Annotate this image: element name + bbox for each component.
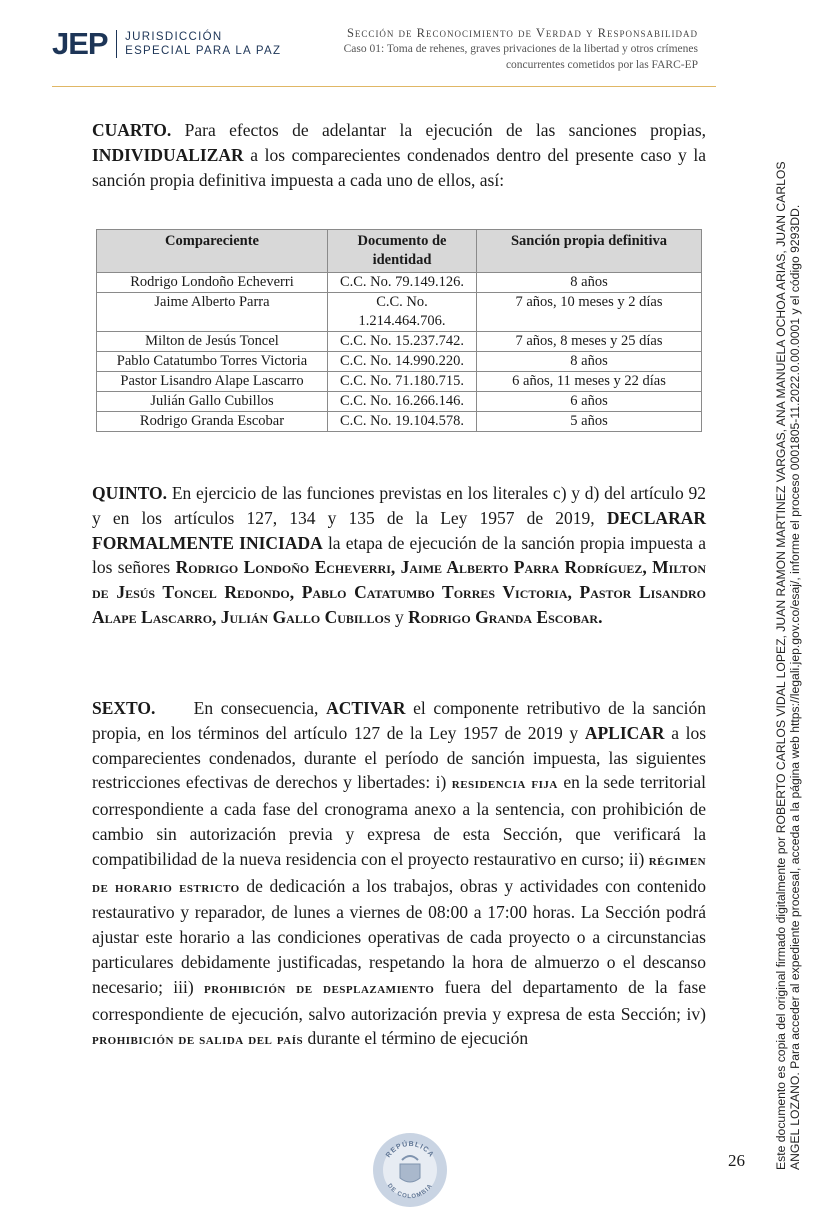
sexto-text-4: en la sede territorial correspondiente a cada fase del cronograma anexo a la sentencia, con prohibición de cambio sin autorización previa y expresa de esta Sección, que verificará la compatibilidad de la nueva residencia con el proyecto restaurativo en curso; ii) <box>92 772 706 869</box>
table-row <box>97 352 702 372</box>
cell-sanction: 8 años <box>477 273 702 293</box>
cell-name: Julián Gallo Cubillos <box>97 392 328 412</box>
cell-sanction: 8 años <box>477 352 702 372</box>
cell-sanction: 6 años <box>477 392 702 412</box>
cell-name: Jaime Alberto Parra <box>97 293 328 332</box>
section-title: Sección de Reconocimiento de Verdad y Responsabilidad <box>346 26 698 40</box>
cell-id: C.C. No. 79.149.126. <box>328 273 477 293</box>
cell-sanction: 7 años, 10 meses y 2 días <box>477 293 702 332</box>
quinto-bold-1: DECLARAR FORMALMENTE INICIADA <box>92 507 706 553</box>
sexto-smallcaps-3: prohibición de desplazamiento <box>203 979 435 997</box>
sexto-text-3: a los comparecientes condenados, durante el período de sanción impuesta, las siguientes restricciones efectivas de derechos y libertades: i) <box>92 722 707 793</box>
cell-name: Pablo Catatumbo Torres Victoria <box>97 352 328 372</box>
sexto-label: SEXTO. <box>92 698 156 718</box>
sexto-text-6: fuera del departamento de la fase correspondiente de ejecución, salvo autorización previa y expresa de esta Sección; iv) <box>92 976 707 1024</box>
cuarto-label: CUARTO. <box>92 120 172 140</box>
cuarto-text-2: a los comparecientes condenados dentro del presente caso y la sanción propia definitiva impuesta a cada uno de ellos, así: <box>92 144 707 190</box>
case-line-2: concurrentes cometidos por las FARC-EP <box>505 59 698 71</box>
sexto-smallcaps-2: régimen de horario estricto <box>92 851 707 896</box>
seal-text-bottom: DE COLOMBIA <box>385 1182 435 1201</box>
table-row <box>97 332 702 352</box>
logo-line-2: ESPECIAL PARA LA PAZ <box>125 45 282 57</box>
running-header <box>238 25 698 73</box>
sexto-text-2: el componente retributivo de la sanción propia, en los términos del artículo 127 de la Ley 1957 de 2019 y <box>92 698 707 743</box>
paragraph-cuarto <box>92 118 706 192</box>
cell-id: C.C. No. 71.180.715. <box>328 372 477 392</box>
cell-name: Rodrigo Granda Escobar <box>97 412 328 432</box>
table-row <box>97 392 702 412</box>
quinto-names-1: Rodrigo Londoño Echeverri, Jaime Alberto Parra Rodríguez, Milton de Jesús Toncel Redondo, Pablo Catatumbo Torres Victoria, Pastor Lisandro Alape Lascarro, Julián Gallo Cubillos <box>92 557 707 627</box>
cuarto-bold-1: INDIVIDUALIZAR <box>92 144 244 165</box>
table-header-row <box>97 230 702 273</box>
cell-name: Rodrigo Londoño Echeverri <box>97 273 328 293</box>
sanctions-table <box>96 229 702 432</box>
paragraph-sexto <box>92 696 706 1053</box>
table-row <box>97 412 702 432</box>
quinto-label: QUINTO. <box>92 483 168 503</box>
sexto-text-5: de dedicación a los trabajos, obras y actividades con contenido restaurativo y reparador, de lunes a viernes de 08:00 a 17:00 horas. La Sección podrá ajustar este horario a las condiciones operativas de cada proyecto o a circunstancias particulares debidamente justificadas, respetando la hora de almuerzo o el descanso necesario; iii) <box>92 875 707 997</box>
header-sancion: Sanción propia definitiva <box>477 230 702 273</box>
sexto-bold-1: ACTIVAR <box>326 698 406 718</box>
header-rule <box>52 86 716 87</box>
header-documento: Documento de identidad <box>328 230 477 273</box>
sexto-bold-2: APLICAR <box>584 722 665 743</box>
sexto-text-7: durante el término de ejecución <box>307 1028 529 1049</box>
header-compareciente: Compareciente <box>97 230 328 273</box>
table-row <box>97 273 702 293</box>
cell-sanction: 6 años, 11 meses y 22 días <box>477 372 702 392</box>
cell-id: C.C. No. 15.237.742. <box>328 332 477 352</box>
seal-text-top: REPÚBLICA <box>385 1140 435 1160</box>
quinto-text-2: la etapa de ejecución de la sanción propia impuesta a los señores <box>92 532 706 578</box>
quinto-and: y <box>394 606 404 627</box>
sexto-smallcaps-1: residencia fija <box>451 775 558 793</box>
digital-signature-note: Este documento es copia del original firmado digitalmente por ROBERTO CARLOS VIDAL LOPEZ, JUAN RAMON MARTINEZ VARGAS, ANA MANUELA OCHOA ARIAS, JUAN CARLOS ANGEL LOZANO. Para acceder al expediente procesal, acceda a la página web https://legali.jep.gov.co/esaj/, informe el proceso 0001805-11.2022.0.00.0001 y el código 9293DD. <box>774 161 802 1170</box>
sexto-text-1: En consecuencia, <box>193 698 319 718</box>
logo-mark: JEP <box>52 26 108 61</box>
cell-sanction: 5 años <box>477 412 702 432</box>
quinto-names-2: Rodrigo Granda Escobar. <box>408 606 603 627</box>
cuarto-text-1: Para efectos de adelantar la ejecución de las sanciones propias, <box>184 120 707 140</box>
quinto-text-1: En ejercicio de las funciones previstas en los literales c) y d) del artículo 92 y en los artículos 127, 134 y 135 de la Ley 1957 de 2019, <box>92 483 707 528</box>
cell-id: C.C. No. 14.990.220. <box>328 352 477 372</box>
page-number: 26 <box>728 1151 745 1170</box>
table-row <box>97 372 702 392</box>
sexto-smallcaps-4: prohibición de salida del país <box>92 1031 304 1049</box>
paragraph-quinto <box>92 481 706 630</box>
case-line-1: Caso 01: Toma de rehenes, graves privaciones de la libertad y otros crímenes <box>343 43 698 55</box>
logo-line-1: JURISDICCIÓN <box>125 31 223 43</box>
cell-id: C.C. No. 16.266.146. <box>328 392 477 412</box>
cell-id: C.C. No. 1.214.464.706. <box>328 293 477 332</box>
logo-divider <box>116 30 118 58</box>
cell-name: Pastor Lisandro Alape Lascarro <box>97 372 328 392</box>
table-row <box>97 293 702 332</box>
cell-sanction: 7 años, 8 meses y 25 días <box>477 332 702 352</box>
cell-name: Milton de Jesús Toncel <box>97 332 328 352</box>
cell-id: C.C. No. 19.104.578. <box>328 412 477 432</box>
colombia-seal <box>372 1132 448 1208</box>
